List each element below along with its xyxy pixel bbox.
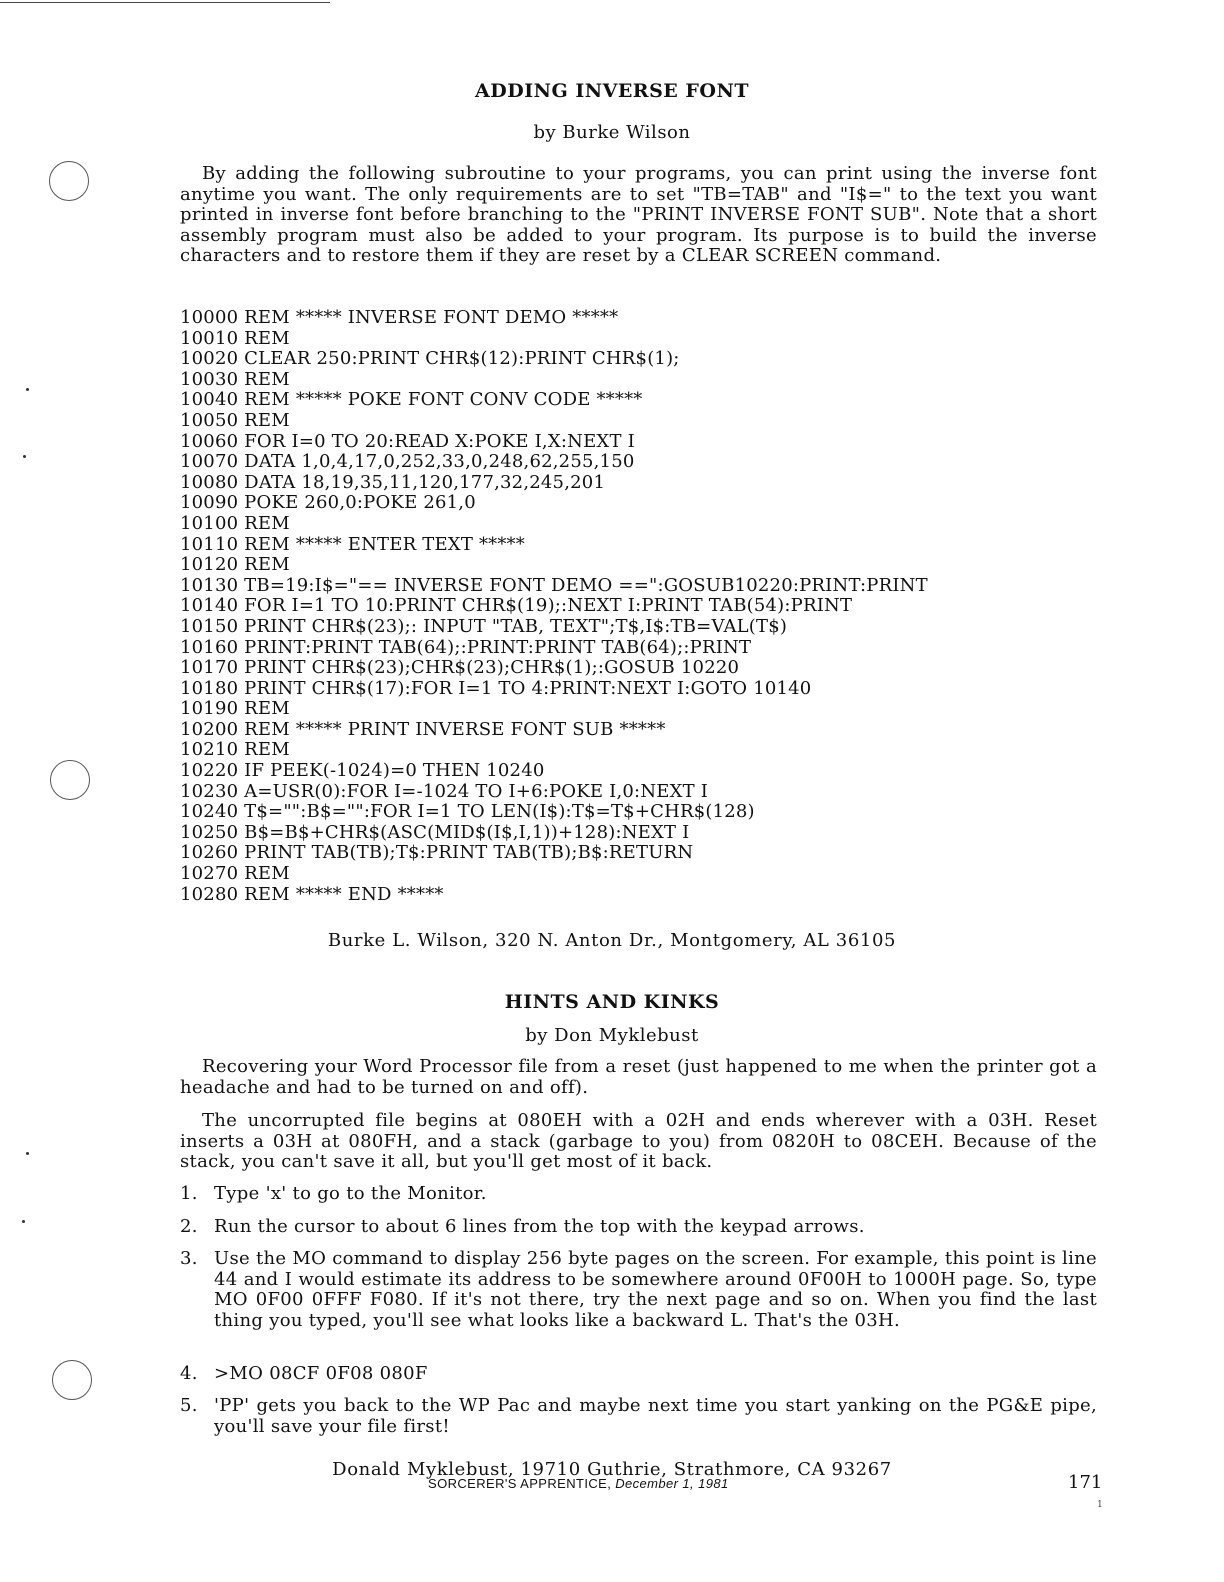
intro-paragraph: By adding the following subroutine to your programs, you can print using the inverse font anytime you want. The only requirements are to set "TB=TAB" and "I$=" to the text you want printed in inverse font before branching to the "PRINT INVERSE FONT SUB". Note that a short assembly program must also be added to your program. Its purpose is to build the inverse characters and to restore them if they are reset by a CLEAR SCREEN command. — [180, 163, 1097, 266]
code-line: 10080 DATA 18,19,35,11,120,177,32,245,201 — [180, 471, 606, 493]
code-line: 10170 PRINT CHR$(23);CHR$(23);CHR$(1);:GOSUB 10220 — [180, 657, 740, 679]
code-line: 10270 REM — [180, 863, 290, 885]
code-line: 10040 REM ***** POKE FONT CONV CODE ***** — [180, 389, 643, 411]
code-line: 10050 REM — [180, 409, 290, 431]
author-address: Burke L. Wilson, 320 N. Anton Dr., Montgomery, AL 36105 — [327, 930, 897, 951]
binder-hole — [50, 760, 90, 800]
speck — [26, 1152, 29, 1155]
code-line: 10230 A=USR(0):FOR I=-1024 TO I+6:POKE I,0:NEXT I — [180, 780, 709, 802]
list-number: 5. — [180, 1395, 198, 1416]
list-text: Use the MO command to display 256 byte pages on the screen. For example, this point is line 44 and I would estimate its address to be somewhere around 0F00H to 1000H page. So, type MO 0F00 0FFF F080. If it's not there, try the next page and so on. When you find the last thing you typed, you'll see what looks like a backward L. That's the 03H. — [214, 1248, 1097, 1331]
code-line: 10140 FOR I=1 TO 10:PRINT CHR$(19);:NEXT I:PRINT TAB(54):PRINT — [180, 595, 853, 617]
article-byline: by Don Myklebust — [525, 1025, 699, 1046]
code-line: 10120 REM — [180, 554, 290, 576]
code-line: 10190 REM — [180, 698, 290, 720]
list-number: 2. — [180, 1216, 198, 1237]
speck — [22, 1220, 25, 1223]
speck — [23, 455, 26, 458]
paragraph: The uncorrupted file begins at 080EH with a 02H and ends wherever with a 03H. Reset inserts a 03H at 080FH, and a stack (garbage to you) from 0820H to 08CEH. Because of the stack, you can't save it all, but you'll get most of it back. — [180, 1110, 1097, 1172]
code-line: 10150 PRINT CHR$(23);: INPUT "TAB, TEXT";T$,I$:TB=VAL(T$) — [180, 615, 788, 637]
speck — [26, 388, 29, 391]
code-line: 10210 REM — [180, 739, 290, 761]
list-text: Run the cursor to about 6 lines from the top with the keypad arrows. — [214, 1216, 865, 1237]
list-text: 'PP' gets you back to the WP Pac and maybe next time you start yanking on the PG&E pipe, you'll save your file first! — [214, 1395, 1097, 1437]
list-text: Type 'x' to go to the Monitor. — [214, 1183, 487, 1204]
binder-hole — [49, 161, 89, 201]
code-line: 10130 TB=19:I$="== INVERSE FONT DEMO ==":GOSUB10220:PRINT:PRINT — [180, 574, 928, 596]
publication-name: SORCERER'S APPRENTICE, — [428, 1476, 612, 1491]
list-item — [180, 1364, 1097, 1385]
code-line: 10030 REM — [180, 368, 290, 390]
code-line: 10180 PRINT CHR$(17):FOR I=1 TO 4:PRINT:NEXT I:GOTO 10140 — [180, 677, 812, 699]
corner-mark: 1 — [1097, 1500, 1103, 1510]
list-number: 4. — [180, 1363, 198, 1384]
list-item — [180, 1217, 1097, 1238]
page-footer — [428, 1476, 729, 1491]
list-item — [180, 1249, 1097, 1331]
article-title: ADDING INVERSE FONT — [475, 80, 749, 102]
code-line: 10110 REM ***** ENTER TEXT ***** — [180, 533, 525, 555]
paragraph: Recovering your Word Processor file from a reset (just happened to me when the printer got a headache and had to be turned on and off). — [180, 1056, 1097, 1098]
list-number: 1. — [180, 1183, 198, 1204]
scan-edge-line — [0, 2, 330, 3]
code-line: 10240 T$="":B$="":FOR I=1 TO LEN(I$):T$=T$+CHR$(128) — [180, 801, 755, 823]
publication-date: December 1, 1981 — [615, 1476, 729, 1491]
list-number: 3. — [180, 1248, 198, 1269]
list-text: >MO 08CF 0F08 080F — [214, 1363, 428, 1384]
code-line: 10070 DATA 1,0,4,17,0,252,33,0,248,62,255,150 — [180, 451, 635, 473]
article-byline: by Burke Wilson — [533, 122, 691, 143]
article-title: HINTS AND KINKS — [504, 991, 720, 1013]
page-number: 171 — [1068, 1472, 1103, 1493]
list-item — [180, 1184, 1097, 1205]
code-line: 10090 POKE 260,0:POKE 261,0 — [180, 492, 476, 514]
binder-hole — [52, 1360, 92, 1400]
author-address: Donald Myklebust, 19710 Guthrie, Strathmore, CA 93267 — [332, 1459, 892, 1480]
code-line: 10020 CLEAR 250:PRINT CHR$(12):PRINT CHR$(1); — [180, 348, 680, 370]
code-line: 10160 PRINT:PRINT TAB(64);:PRINT:PRINT TAB(64);:PRINT — [180, 636, 752, 658]
code-line: 10010 REM — [180, 327, 290, 349]
code-line: 10000 REM ***** INVERSE FONT DEMO ***** — [180, 307, 619, 328]
basic-code-listing — [180, 308, 928, 905]
list-item — [180, 1396, 1097, 1437]
code-line: 10250 B$=B$+CHR$(ASC(MID$(I$,I,1))+128):NEXT I — [180, 821, 690, 843]
code-line: 10260 PRINT TAB(TB);T$:PRINT TAB(TB);B$:RETURN — [180, 842, 694, 864]
code-line: 10060 FOR I=0 TO 20:READ X:POKE I,X:NEXT I — [180, 430, 635, 452]
code-line: 10280 REM ***** END ***** — [180, 883, 444, 905]
code-line: 10100 REM — [180, 512, 290, 534]
code-line: 10220 IF PEEK(-1024)=0 THEN 10240 — [180, 760, 545, 782]
code-line: 10200 REM ***** PRINT INVERSE FONT SUB ***** — [180, 718, 666, 740]
